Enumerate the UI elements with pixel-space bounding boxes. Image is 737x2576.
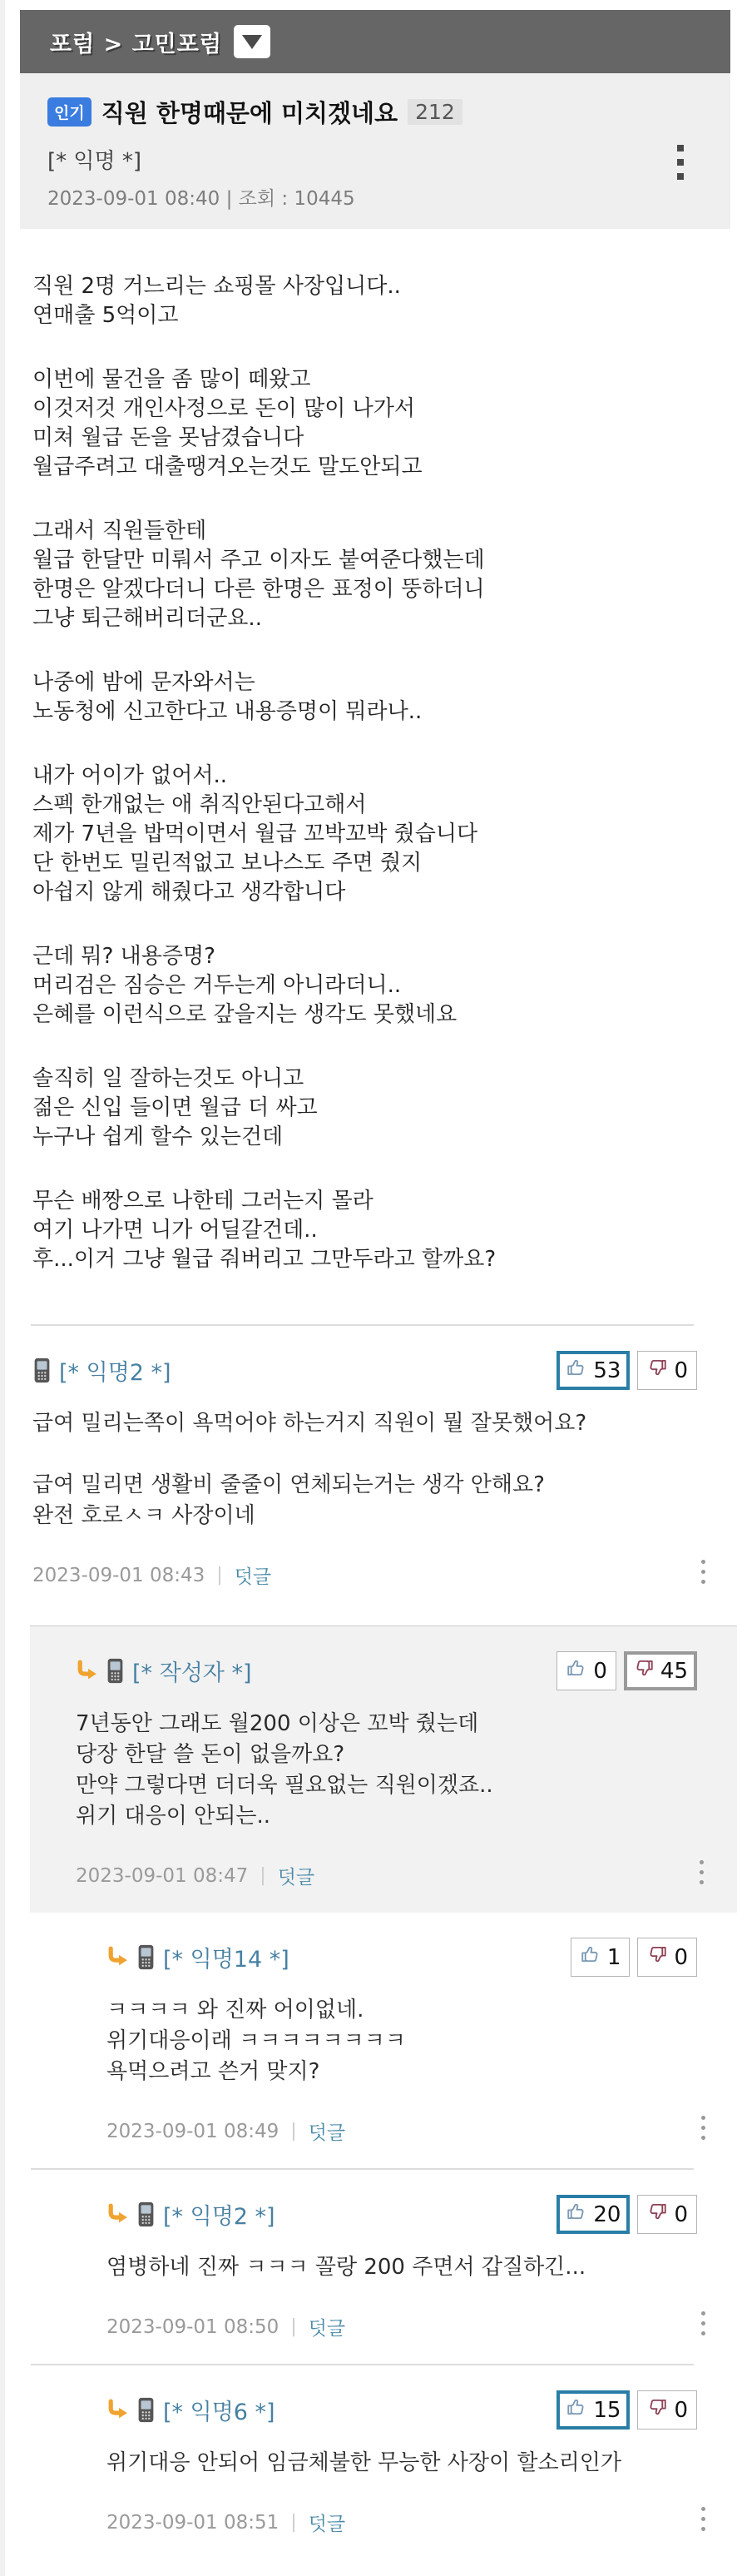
vote-buttons bbox=[556, 2195, 697, 2234]
forum-topbar bbox=[20, 10, 730, 73]
comment-like-button[interactable] bbox=[556, 2195, 630, 2234]
triangle-down-icon bbox=[242, 35, 262, 49]
comment-author[interactable]: [* 익명14 *] bbox=[163, 1947, 289, 1973]
thumb-up-icon bbox=[566, 2201, 587, 2228]
comment-like-button[interactable] bbox=[571, 1938, 631, 1977]
comment-author[interactable]: [* 익명6 *] bbox=[163, 2400, 275, 2425]
like-count: 53 bbox=[593, 1357, 621, 1383]
thumb-up-icon bbox=[580, 1943, 601, 1971]
post-paragraph bbox=[32, 1187, 697, 1274]
post-paragraph bbox=[32, 272, 697, 330]
post-paragraph bbox=[32, 517, 697, 633]
footer-separator: | bbox=[260, 1865, 266, 1886]
thumb-down-icon bbox=[646, 2201, 668, 2228]
body-line: 후...이거 그냥 월급 줘버리고 그만두라고 할까요? bbox=[32, 1247, 497, 1272]
comment bbox=[30, 1626, 737, 1913]
post-meta: 2023-09-01 08:40 | 조회 : 10445 bbox=[47, 188, 355, 210]
comment-dislike-button[interactable] bbox=[637, 2390, 697, 2430]
comment-header bbox=[32, 1351, 697, 1390]
reply-link[interactable]: 덧글 bbox=[308, 2122, 346, 2144]
dislike-count: 45 bbox=[660, 1658, 688, 1684]
footer-separator: | bbox=[290, 2316, 297, 2337]
comment-header bbox=[106, 1938, 697, 1977]
comment-inner bbox=[5, 2365, 737, 2559]
post-header bbox=[20, 73, 730, 229]
reply-link[interactable]: 덧글 bbox=[308, 2318, 346, 2340]
forum-post-page bbox=[5, 0, 737, 2576]
comments-section bbox=[5, 1324, 737, 2576]
mobile-phone-icon bbox=[32, 1357, 52, 1383]
body-line: 아쉽지 않게 해줬다고 생각합니다 bbox=[32, 880, 346, 905]
body-line: 미쳐 월급 돈을 못남겼습니다 bbox=[32, 425, 304, 450]
comment-like-button[interactable] bbox=[556, 2390, 630, 2430]
thumb-up-icon bbox=[566, 2396, 587, 2424]
comment-footer bbox=[106, 2509, 697, 2536]
body-line: 솔직히 일 잘하는것도 아니고 bbox=[32, 1066, 304, 1091]
body-line: 나중에 밤에 문자와서는 bbox=[32, 670, 255, 695]
body-line: 그래서 직원들한테 bbox=[32, 519, 207, 543]
post-title: 직원 한명때문에 미치겠네요 bbox=[101, 99, 398, 127]
post-title-row bbox=[47, 95, 690, 129]
thumb-down-icon bbox=[646, 2396, 668, 2424]
body-line: 위기 대응이 안되는.. bbox=[76, 1804, 270, 1829]
mobile-phone-icon bbox=[106, 1658, 125, 1684]
comment bbox=[5, 1324, 737, 1612]
body-line: 단 한번도 밀린적없고 보나스도 주면 줬지 bbox=[32, 851, 423, 876]
like-count: 0 bbox=[593, 1658, 607, 1684]
comment-author[interactable]: [* 작성자 *] bbox=[132, 1660, 252, 1686]
body-line: 급여 밀리는쪽이 욕먹어야 하는거지 직원이 뭘 잘못했어요? bbox=[32, 1411, 587, 1436]
comment-body bbox=[106, 2252, 697, 2283]
body-line: 당장 한달 쓸 돈이 없을까요? bbox=[76, 1742, 345, 1767]
comment bbox=[5, 2364, 737, 2559]
body-line: 위기대응이래 ㅋㅋㅋㅋㅋㅋㅋㅋ bbox=[106, 2028, 406, 2053]
comment-like-button[interactable] bbox=[556, 1351, 630, 1390]
comment-date: 2023-09-01 08:51 bbox=[106, 2511, 279, 2534]
comment-body bbox=[32, 1408, 697, 1531]
post-paragraph bbox=[32, 668, 697, 727]
forum-dropdown-button[interactable] bbox=[234, 25, 270, 58]
body-line: 만약 그렇다면 더더욱 필요없는 직원이겠죠.. bbox=[76, 1773, 493, 1798]
body-line: 무슨 배짱으로 나한테 그러는지 몰라 bbox=[32, 1189, 373, 1214]
post-paragraph bbox=[32, 762, 697, 907]
comment-footer bbox=[106, 2313, 697, 2340]
thumb-down-icon bbox=[633, 1657, 655, 1685]
reply-link[interactable]: 덧글 bbox=[277, 1867, 315, 1889]
body-line: 이번에 물건을 좀 많이 떼왔고 bbox=[32, 367, 311, 392]
body-line: 완전 호로ㅅㅋ 사장이네 bbox=[32, 1503, 255, 1528]
body-line: 누구나 쉽게 할수 있는건데 bbox=[32, 1124, 284, 1149]
comment-inner bbox=[30, 1626, 737, 1913]
post-paragraph bbox=[32, 365, 697, 482]
body-line: 급여 밀리면 생활비 줄줄이 연체되는거는 생각 안해요? bbox=[32, 1472, 545, 1497]
comment-footer bbox=[106, 2117, 697, 2145]
body-line: 머리검은 짐승은 거두는게 아니라더니.. bbox=[32, 973, 402, 998]
footer-separator: | bbox=[216, 1565, 223, 1586]
comment-body bbox=[76, 1709, 697, 1832]
comment-like-button[interactable] bbox=[556, 1651, 616, 1690]
hot-badge: 인기 bbox=[47, 97, 92, 127]
comment bbox=[5, 2168, 737, 2364]
comment-inner bbox=[5, 1326, 737, 1612]
comment-date: 2023-09-01 08:49 bbox=[106, 2120, 279, 2142]
body-line bbox=[32, 1439, 697, 1470]
comment-kebab-menu-icon[interactable] bbox=[698, 2112, 709, 2143]
comment-dislike-button[interactable] bbox=[637, 1938, 697, 1977]
comment-footer bbox=[32, 1561, 697, 1589]
body-line: 7년동안 그래도 월200 이상은 꼬박 줬는데 bbox=[76, 1711, 479, 1736]
body-line: 제가 7년을 밥먹이면서 월급 꼬박꼬박 줬습니다 bbox=[32, 821, 478, 846]
mobile-phone-icon bbox=[136, 1944, 156, 1970]
comment-author[interactable]: [* 익명2 *] bbox=[163, 2204, 275, 2230]
body-line: 근데 뭐? 내용증명? bbox=[32, 944, 215, 969]
comment-footer bbox=[76, 1862, 697, 1889]
body-line: 직원 2명 거느리는 쇼핑몰 사장입니다.. bbox=[32, 274, 401, 299]
body-line: 연매출 5억이고 bbox=[32, 303, 179, 328]
body-line: 젊은 신입 들이면 월급 더 싸고 bbox=[32, 1095, 318, 1120]
body-line: 노동청에 신고한다고 내용증명이 뭐라나.. bbox=[32, 699, 423, 724]
comment-date: 2023-09-01 08:47 bbox=[76, 1864, 249, 1887]
comment-inner bbox=[5, 1913, 737, 2168]
comment bbox=[5, 1913, 737, 2168]
comment-header bbox=[106, 2195, 697, 2234]
vote-buttons bbox=[556, 1651, 697, 1690]
comment-kebab-menu-icon[interactable] bbox=[698, 2504, 709, 2534]
post-body bbox=[5, 229, 737, 1324]
comment-kebab-menu-icon[interactable] bbox=[698, 2308, 709, 2339]
body-line: 이것저것 개인사정으로 돈이 많이 나가서 bbox=[32, 396, 416, 421]
body-line: ㅋㅋㅋㅋ 와 진짜 어이없네. bbox=[106, 1998, 364, 2023]
footer-separator: | bbox=[290, 2121, 297, 2142]
reply-arrow-icon bbox=[106, 2399, 129, 2421]
mobile-phone-icon bbox=[136, 2201, 156, 2227]
mobile-phone-icon bbox=[136, 2397, 156, 2423]
body-line: 내가 어이가 없어서.. bbox=[32, 763, 227, 788]
vote-buttons bbox=[571, 1938, 697, 1977]
thumb-down-icon bbox=[646, 1357, 668, 1384]
reply-arrow-icon bbox=[106, 2203, 129, 2226]
dislike-count: 0 bbox=[674, 1357, 688, 1383]
body-line: 스펙 한개없는 애 취직안된다고해서 bbox=[32, 792, 367, 817]
comment-author[interactable]: [* 익명2 *] bbox=[59, 1360, 171, 1386]
comment-date: 2023-09-01 08:50 bbox=[106, 2315, 279, 2338]
reply-arrow-icon bbox=[106, 1946, 129, 1968]
body-line: 한명은 알겠다더니 다른 한명은 표정이 뚱하더니 bbox=[32, 577, 485, 602]
comment-inner bbox=[5, 2170, 737, 2364]
body-line: 월급주려고 대출땡겨오는것도 말도안되고 bbox=[32, 454, 423, 479]
dislike-count: 0 bbox=[674, 1944, 688, 1970]
body-line: 은혜를 이런식으로 갚을지는 생각도 못했네요 bbox=[32, 1002, 458, 1027]
like-count: 15 bbox=[593, 2397, 621, 2423]
body-line: 월급 한달만 미뤄서 주고 이자도 붙여준다했는데 bbox=[32, 548, 485, 573]
post-author[interactable]: [* 익명 *] bbox=[47, 149, 142, 174]
vote-buttons bbox=[556, 1351, 697, 1390]
like-count: 20 bbox=[593, 2201, 621, 2227]
body-line: 여기 나가면 니가 어딜갈건데.. bbox=[32, 1218, 318, 1243]
comment-header bbox=[76, 1651, 697, 1690]
vote-buttons bbox=[556, 2390, 697, 2430]
reply-arrow-icon bbox=[76, 1660, 98, 1682]
comment-count-badge: 212 bbox=[408, 99, 462, 125]
comment-dislike-button[interactable] bbox=[624, 1651, 697, 1690]
comment-body bbox=[106, 1995, 697, 2087]
comment-body bbox=[106, 2448, 697, 2479]
footer-separator: | bbox=[290, 2512, 297, 2533]
post-paragraph bbox=[32, 1065, 697, 1152]
thumb-down-icon bbox=[646, 1943, 668, 1971]
body-line: 염병하네 진짜 ㅋㅋㅋ 꼴랑 200 주면서 갑질하긴... bbox=[106, 2255, 586, 2280]
body-line: 욕먹으려고 쓴거 맞지? bbox=[106, 2059, 320, 2084]
comment-date: 2023-09-01 08:43 bbox=[32, 1564, 205, 1586]
body-line: 그냥 퇴근해버리더군요.. bbox=[32, 606, 262, 631]
comment-kebab-menu-icon[interactable] bbox=[696, 1857, 707, 1888]
dislike-count: 0 bbox=[674, 2201, 688, 2227]
dislike-count: 0 bbox=[674, 2397, 688, 2423]
reply-link[interactable]: 덧글 bbox=[234, 1566, 272, 1588]
thumb-up-icon bbox=[566, 1357, 587, 1384]
like-count: 1 bbox=[606, 1944, 621, 1970]
breadcrumb[interactable]: 포럼 > 고민포럼 bbox=[50, 31, 222, 57]
thumb-up-icon bbox=[566, 1657, 587, 1685]
post-paragraph bbox=[32, 942, 697, 1030]
comment-header bbox=[106, 2390, 697, 2430]
comment-kebab-menu-icon[interactable] bbox=[698, 1556, 709, 1587]
body-line: 위기대응 안되어 임금체불한 무능한 사장이 할소리인가 bbox=[106, 2450, 621, 2475]
reply-link[interactable]: 덧글 bbox=[308, 2514, 346, 2535]
comment-dislike-button[interactable] bbox=[637, 2195, 697, 2234]
post-kebab-menu-icon[interactable] bbox=[677, 145, 684, 180]
comment-dislike-button[interactable] bbox=[637, 1351, 697, 1390]
